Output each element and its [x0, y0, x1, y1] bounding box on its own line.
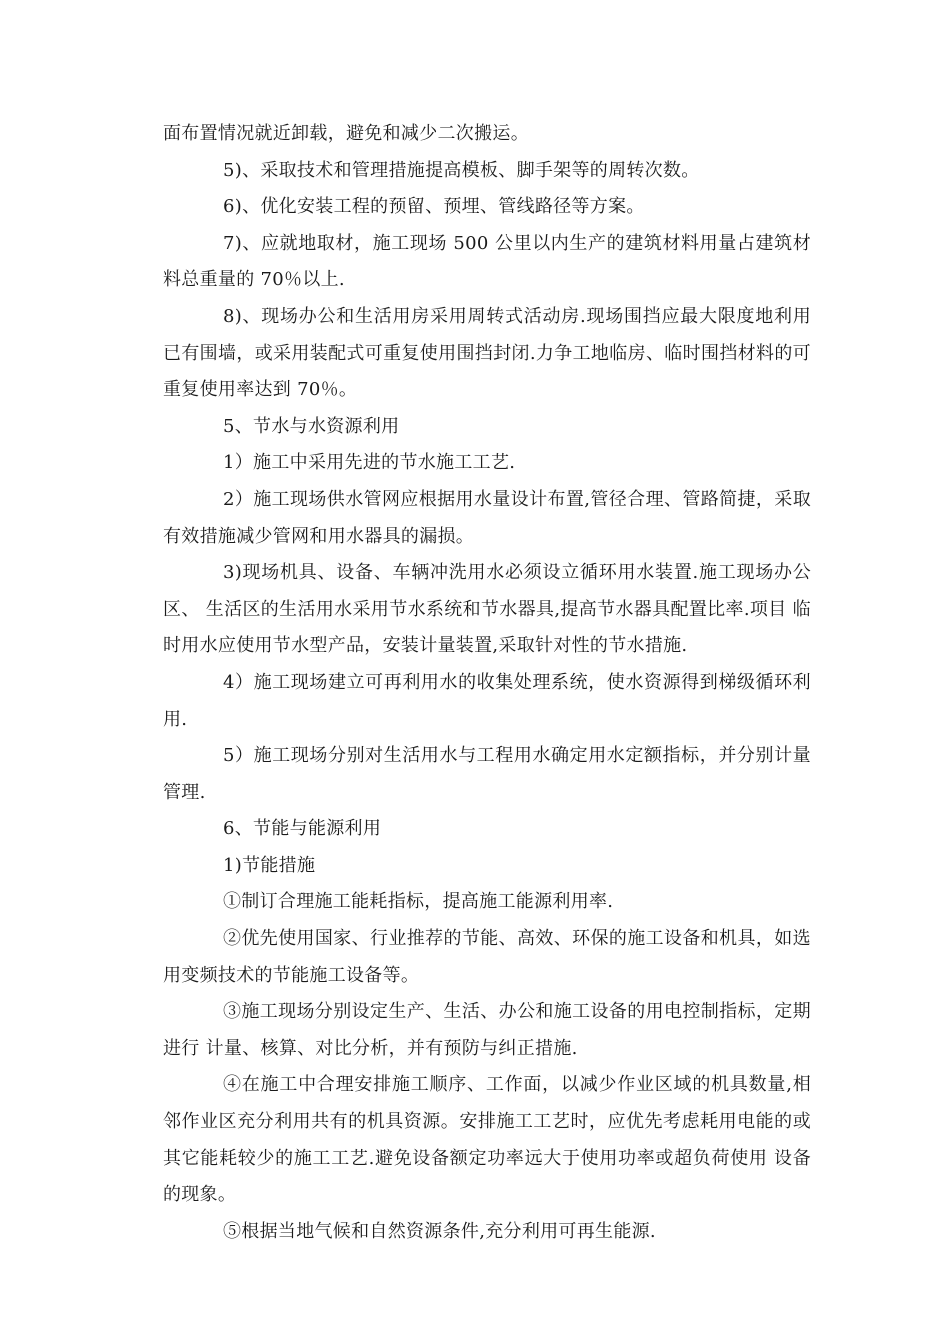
paragraph: 4）施工现场建立可再利用水的收集处理系统，使水资源得到梯级循环利用. [163, 671, 811, 730]
paragraph: ③施工现场分别设定生产、生活、办公和施工设备的用电控制指标，定期进行 计量、核算、对比分析，并有预防与纠正措施. [163, 1001, 811, 1059]
section-heading: 6、节能与能源利用 [223, 818, 382, 840]
paragraph: 5）施工现场分别对生活用水与工程用水确定用水定额指标，并分别计量管理. [163, 745, 811, 803]
subsection-heading: 1)节能措施 [223, 854, 316, 876]
paragraph: 5)、采取技术和管理措施提高模板、脚手架等的周转次数。 [223, 159, 700, 181]
document-body [163, 116, 811, 1250]
paragraph: ①制订合理施工能耗指标，提高施工能源利用率. [223, 891, 614, 913]
section-heading: 5、节水与水资源利用 [223, 415, 400, 437]
paragraph: 6)、优化安装工程的预留、预埋、管线路径等方案。 [223, 196, 645, 218]
paragraph: 1）施工中采用先进的节水施工工艺. [223, 452, 516, 474]
paragraph: 2）施工现场供水管网应根据用水量设计布置,管径合理、管路简捷，采取有效措施减少管网和用水器具的漏损。 [163, 488, 811, 547]
paragraph: 7)、应就地取材，施工现场 500 公里以内生产的建筑材料用量占建筑材料总重量的 70％以上. [163, 232, 811, 291]
paragraph: ⑤根据当地气候和自然资源条件,充分利用可再生能源. [223, 1220, 656, 1242]
paragraph: 3)现场机具、设备、车辆冲洗用水必须设立循环用水装置.施工现场办公区、 生活区的生活用水采用节水系统和节水器具,提高节水器具配置比率.项目 临时用水应使用节水型产品，安装计量装置,采取针对性的节水措施. [163, 562, 811, 657]
paragraph: ④在施工中合理安排施工顺序、工作面，以减少作业区域的机具数量,相邻作业区充分利用共有的机具资源。安排施工工艺时，应优先考虑耗用电能的或其它能耗较少的施工工艺.避免设备额定功率远大于使用功率或超负荷使用 设备的现象。 [163, 1074, 811, 1206]
paragraph: 8)、现场办公和生活用房采用周转式活动房.现场围挡应最大限度地利用已有围墙，或采用装配式可重复使用围挡封闭.力争工地临房、临时围挡材料的可重复使用率达到 70％。 [163, 305, 811, 401]
paragraph: ②优先使用国家、行业推荐的节能、高效、环保的施工设备和机具，如选用变频技术的节能施工设备等。 [163, 928, 811, 986]
paragraph: 面布置情况就近卸载，避免和减少二次搬运。 [163, 123, 529, 144]
